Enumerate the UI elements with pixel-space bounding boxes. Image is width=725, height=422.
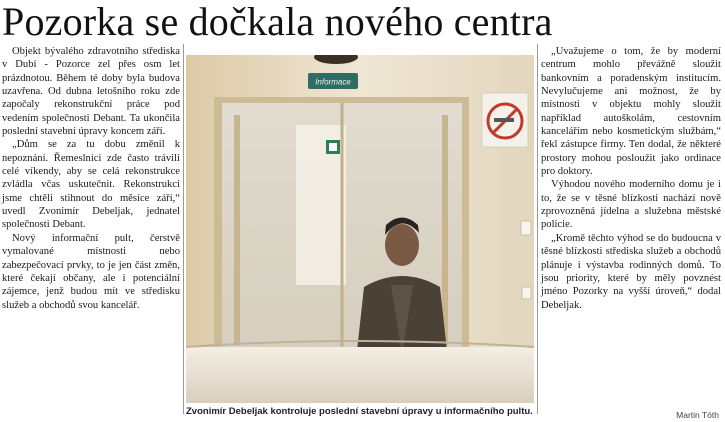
photo-credit: Martin Tóth	[676, 410, 719, 420]
sign-text: Informace	[315, 77, 351, 87]
article-photo	[186, 55, 534, 403]
article-column-left	[2, 45, 180, 312]
photo-illustration	[186, 55, 534, 403]
paragraph: Výhodou nového moderního domu je i to, že se v těsné blízkosti nachází nově zprovozněná jídelna a služebna městské policie.	[541, 179, 721, 231]
photo-caption: Zvonimír Debeljak kontroluje poslední stavební úpravy u informačního pultu.	[186, 406, 533, 417]
column-divider	[183, 44, 184, 414]
paragraph: „Dům se za tu dobu změnil k nepoznání. Řemeslníci zde často trávili celé víkendy, aby se celá rekonstrukce zvládla včas uskutečnit. Rekonstrukci jsme chtěli stihnout do měsíce září,“ uvedl Zvonimír Debeljak, jednatel společnosti Debant.	[2, 139, 180, 231]
paragraph: „Uvažujeme o tom, že by moderní centrum mohlo převážně sloužit bankovním a poradenským institucím. Nevylučujeme ani možnost, že by místnosti v objektu mohly sloužit například autoškolám, cestovním kancelářím nebo kosmetickým službám,“ řekl zástupce firmy. Ten dodal, že některé prostory mohou posloužit jako ordinace pro doktory.	[541, 46, 721, 178]
paragraph: Objekt bývalého zdravotního střediska v Dubí - Pozorce zel přes osm let prázdnotou. Během té doby byla budova uzavřena. Od dubna letošního roku zde započaly rekonstrukční práce pod vedením společnosti Debant. Ta ukončila poslední stavební úpravy koncem září.	[2, 46, 180, 138]
paragraph: „Kromě těchto výhod se do budoucna v těsné blízkosti střediska služeb a obchodů plánuje i výstavba rodinných domů. To jsou priority, které by měly povznést jméno Pozorky na vyšší úroveň,“ dodal Debeljak.	[541, 232, 721, 311]
headline: Pozorka se dočkala nového centra	[2, 0, 553, 44]
article-column-right	[541, 45, 721, 312]
paragraph: Nový informační pult, čerstvě vymalované místnosti nebo zabezpečovací prvky, to je jen část změn, které čekají občany, ale i potenciální zájemce, jenž budou mít ve středisku služeb a obchodů svou kancelář.	[2, 232, 180, 311]
column-divider	[537, 44, 538, 414]
